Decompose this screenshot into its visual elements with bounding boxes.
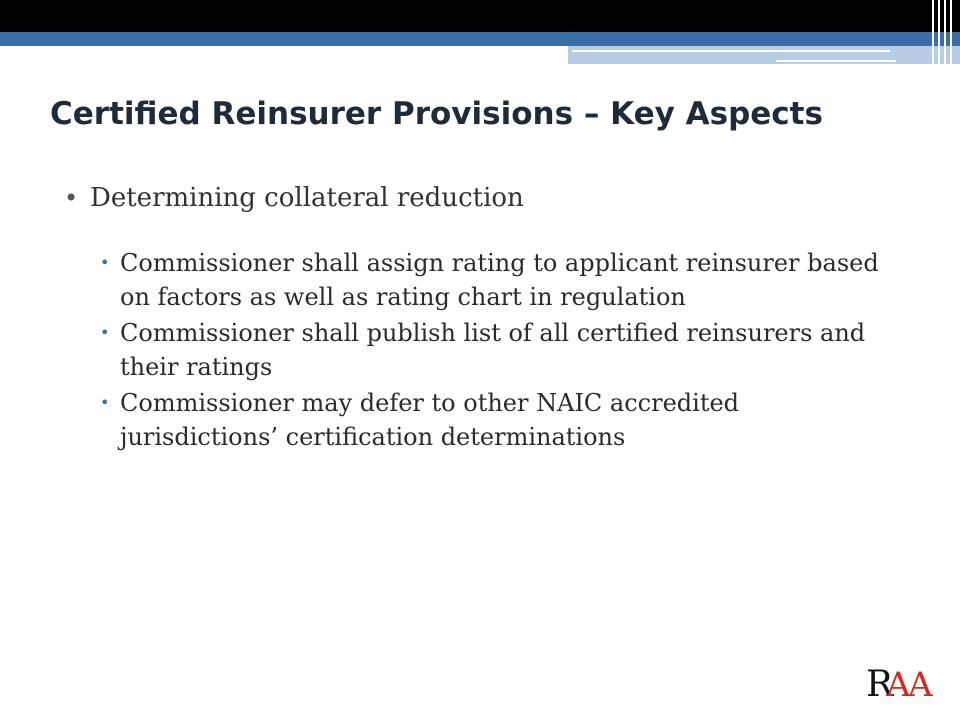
top-bar — [0, 0, 960, 32]
top-accent-line — [572, 50, 890, 52]
bullet-text: Determining collateral reduction — [90, 183, 524, 213]
slide-title: Certified Reinsurer Provisions – Key Aspects — [50, 96, 823, 132]
top-accent-line-short — [776, 60, 896, 62]
sub-bullet-icon: • — [100, 393, 110, 412]
sub-bullet-list — [100, 246, 884, 454]
top-vertical-stripes — [928, 0, 960, 64]
raa-logo — [866, 662, 936, 702]
logo-letter-a-first: A — [886, 665, 911, 702]
logo-letter-r: R — [866, 664, 894, 702]
bullet-item — [64, 178, 884, 218]
sub-bullet-text: Commissioner shall publish list of all certified reinsurers and their ratings — [120, 319, 866, 381]
slide-content — [64, 178, 884, 456]
logo-letter-a-second: A — [908, 665, 933, 702]
sub-bullet-icon: • — [100, 253, 110, 272]
sub-bullet-icon: • — [100, 323, 110, 342]
sub-bullet-text: Commissioner shall assign rating to applicant reinsurer based on factors as well as rating chart in regulation — [120, 249, 879, 311]
top-accent-light-stripe — [568, 46, 960, 64]
sub-bullet-item — [100, 246, 884, 314]
sub-bullet-item — [100, 316, 884, 384]
top-accent-stripe — [0, 32, 960, 46]
sub-bullet-item — [100, 386, 884, 454]
bullet-icon: • — [64, 184, 79, 212]
sub-bullet-text: Commissioner may defer to other NAIC accredited jurisdictions’ certification determinations — [120, 389, 740, 451]
